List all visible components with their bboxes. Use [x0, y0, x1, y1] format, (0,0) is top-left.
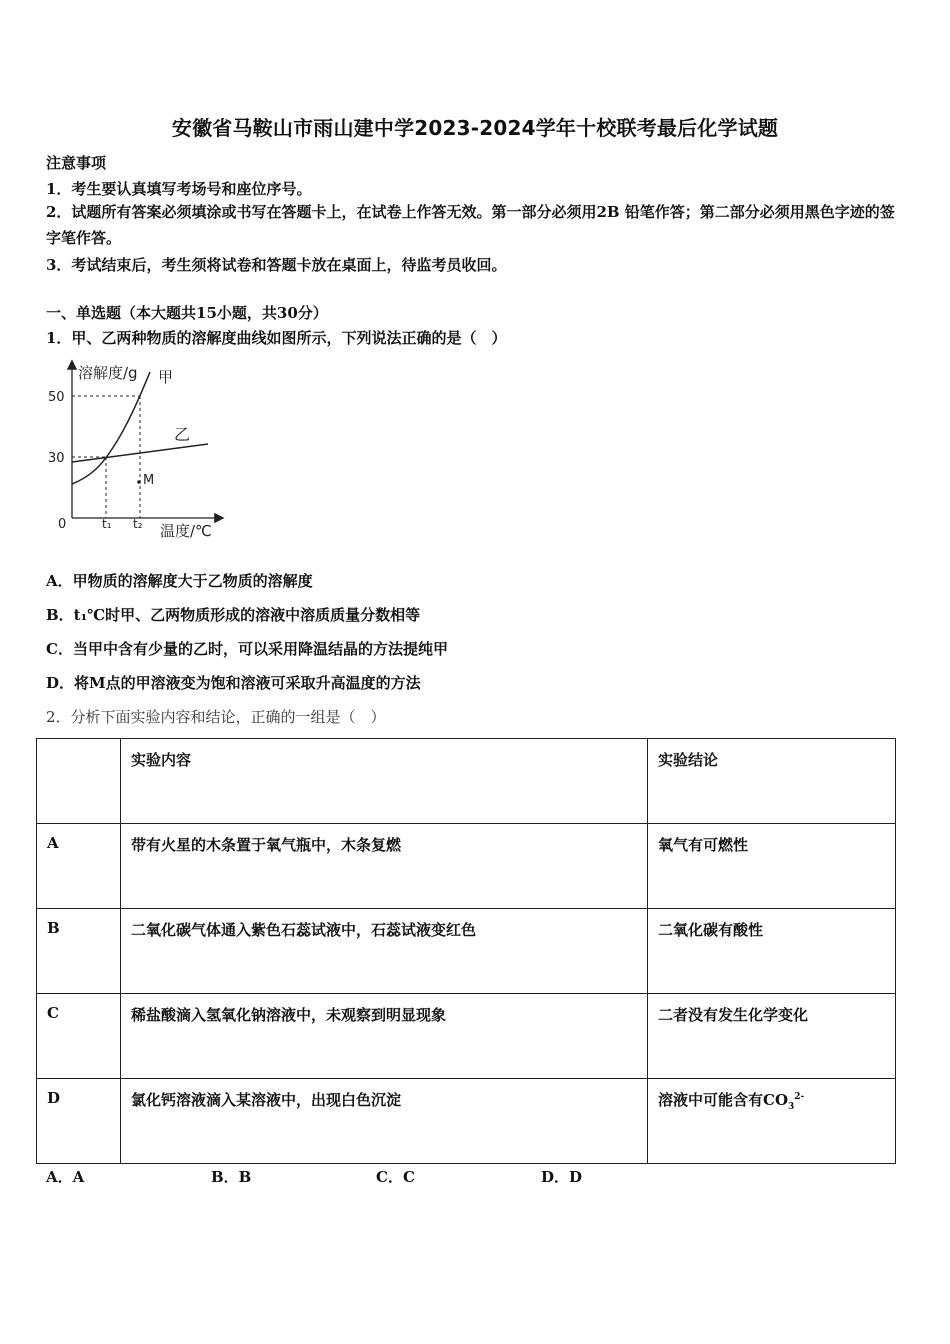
q2-answer-c: C．C: [376, 1168, 415, 1186]
row-label: C: [37, 994, 121, 1079]
q2-answer-a: A．A: [46, 1168, 85, 1186]
header-cell-blank: [37, 739, 121, 824]
origin-label: 0: [58, 517, 67, 532]
experiment-table: [36, 738, 896, 1164]
row-label: D: [37, 1079, 121, 1164]
row-label: A: [37, 824, 121, 909]
y-tick-50: 50: [48, 390, 65, 405]
q2-stem: [46, 706, 386, 727]
table-row: [37, 824, 896, 909]
row-label: B: [37, 909, 121, 994]
section-heading: 一、单选题（本大题共15小题，共30分）: [46, 304, 328, 322]
q2-stem-number: 2: [46, 708, 56, 726]
row-conclusion: 二者没有发生化学变化: [648, 994, 896, 1079]
row-conclusion: 二氧化碳有酸性: [648, 909, 896, 994]
row-content: 氯化钙溶液滴入某溶液中，出现白色沉淀: [121, 1079, 648, 1164]
table-row: [37, 909, 896, 994]
y-tick-30: 30: [48, 451, 65, 466]
table-header-row: [37, 739, 896, 824]
y-axis-label: 溶解度/g: [78, 364, 138, 382]
q2-stem-text: ．分析下面实验内容和结论，正确的一组是（ ）: [55, 708, 386, 726]
point-m-label: M: [143, 473, 155, 488]
x-tick-t2: t₂: [133, 517, 143, 531]
solubility-graph: [40, 356, 240, 546]
q1-option-c: C．当甲中含有少量的乙时，可以采用降温结晶的方法提纯甲: [46, 640, 448, 658]
row-content: 带有火星的木条置于氧气瓶中，木条复燃: [121, 824, 648, 909]
row-content: 二氧化碳气体通入紫色石蕊试液中，石蕊试液变红色: [121, 909, 648, 994]
notice-item-1: 1．考生要认真填写考场号和座位序号。: [46, 180, 312, 198]
header-cell-content: 实验内容: [121, 739, 648, 824]
curve-yi-label: 乙: [174, 425, 191, 444]
row-content: 稀盐酸滴入氢氧化钠溶液中，未观察到明显现象: [121, 994, 648, 1079]
notice-item-2: 2．试题所有答案必须填涂或书写在答题卡上，在试卷上作答无效。第一部分必须用2B 铅笔作答；第二部分必须用黑色字迹的签字笔作答。: [46, 203, 895, 247]
q1-option-d: D．将M点的甲溶液变为饱和溶液可采取升高温度的方法: [46, 674, 421, 692]
q1-option-b: B．t₁℃时甲、乙两物质形成的溶液中溶质质量分数相等: [46, 606, 421, 624]
row-conclusion: [648, 1079, 896, 1164]
curve-jia: [72, 372, 150, 484]
table-row: [37, 1079, 896, 1164]
point-m: [137, 480, 141, 484]
q1-option-a: A．甲物质的溶解度大于乙物质的溶解度: [46, 572, 313, 590]
header-cell-conclusion: 实验结论: [648, 739, 896, 824]
conclusion-subscript: 3: [788, 1102, 795, 1112]
conclusion-superscript: 2-: [794, 1092, 805, 1102]
curve-jia-label: 甲: [158, 368, 174, 386]
x-tick-t1: t₁: [102, 517, 112, 531]
q1-stem: 1．甲、乙两种物质的溶解度曲线如图所示，下列说法正确的是（ ）: [46, 329, 507, 347]
notice-item-3: 3．考试结束后，考生须将试卷和答题卡放在桌面上，待监考员收回。: [46, 256, 507, 274]
page-title: 安徽省马鞍山市雨山建中学2023-2024学年十校联考最后化学试题: [171, 116, 779, 140]
q2-answer-d: D．D: [541, 1168, 583, 1186]
q2-answer-b: B．B: [211, 1168, 252, 1186]
conclusion-text: 溶液中可能含有CO: [658, 1091, 789, 1109]
row-conclusion: 氧气有可燃性: [648, 824, 896, 909]
table-row: [37, 994, 896, 1079]
x-axis-label: 温度/℃: [160, 522, 212, 540]
notice-heading: 注意事项: [46, 154, 107, 172]
